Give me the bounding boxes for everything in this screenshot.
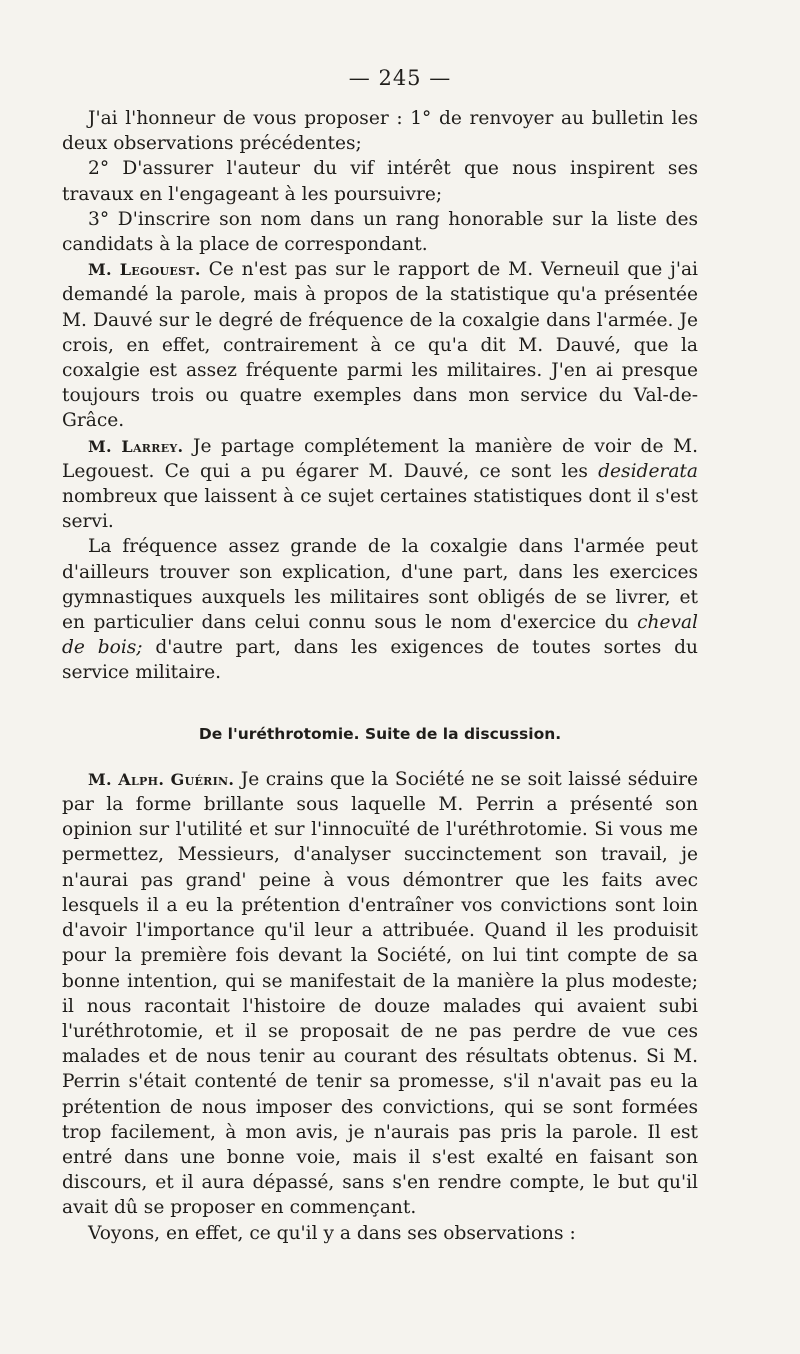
section-title: De l'uréthrotomie. Suite de la discussion. [198,724,562,743]
speaker-legouest: M. Legouest. [88,260,201,280]
paragraph-larrey: M. Larrey. Je partage complétement la manière de voir de M. Legouest. Ce qui a pu égarer M. Dauvé, ce sont les desiderata nombreux que laissent à ce sujet certaines statistiques dont il s'est servi. [62,435,698,533]
italic-desiderata: desiderata [598,460,698,482]
page-number: — 245 — [348,66,452,90]
speaker-larrey: M. Larrey. [88,436,184,456]
italic-cheval-de-bois: cheval de bois; [62,612,698,659]
paragraph-legouest: M. Legouest. Ce n'est pas sur le rapport de M. Verneuil que j'ai demandé la parole, mais à propos de la statistique qu'a présentée M. Dauvé sur le degré de fréquence de la coxalgie dans l'armée. Je crois, en effet, contrairement à ce qu'a dit M. Dauvé, que la coxalgie est assez fréquente parmi les militaires. J'en ai presque toujours trois ou quatre exemples dans mon service du Val-de-Grâce. [62,259,698,432]
paragraph-proposal-1: J'ai l'honneur de vous proposer : 1° de renvoyer au bulletin les deux observations précédentes; [62,108,698,155]
speaker-guerin: M. Alph. Guérin. [88,769,235,789]
body-text [62,106,698,1246]
paragraph-last: Voyons, en effet, ce qu'il y a dans ses observations : [88,1222,576,1244]
paragraph-proposal-3: 3° D'inscrire son nom dans un rang honorable sur la liste des candidats à la place de correspondant. [62,208,698,256]
paragraph-proposal-2: 2° D'assurer l'auteur du vif intérêt que nous inspirent ses travaux en l'engageant à les poursuivre; [62,158,698,205]
paragraph-frequence: La fréquence assez grande de la coxalgie dans l'armée peut d'ailleurs trouver son explication, d'une part, dans les exercices gymnastiques auxquels les militaires sont obligés de se livrer, et en particulier dans celui connu sous le nom d'exercice du cheval de bois; d'autre part, dans les exigences de toutes sortes du service militaire. [62,536,698,684]
paragraph-guerin: M. Alph. Guérin. Je crains que la Société ne se soit laissé séduire par la forme brillante sous laquelle M. Perrin a présenté son opinion sur l'utilité et sur l'innocuïté de l'uréthrotomie. Si vous me permettez, Messieurs, d'analyser succinctement son travail, je n'aurai pas grand' peine à vous démontrer que les faits avec lesquels il a eu la prétention d'entraîner vos convictions sont loin d'avoir l'importance qu'il leur a attribuée. Quand il les produisit pour la première fois devant la Société, on lui tint compte de sa bonne intention, qui se manifestait de la manière la plus modeste; il nous racontait l'histoire de douze malades qui avaient subi l'uréthrotomie, et il se proposait de ne pas perdre de vue ces malades et de nous tenir au courant des résultats obtenus. Si M. Perrin s'était contenté de tenir sa promesse, s'il n'avait pas eu la prétention de nous imposer des convictions, qui se sont formées trop facilement, à mon avis, je n'aurais pas pris la parole. Il est entré dans une bonne voie, mais il s'est exalté en faisant son discours, et il aura dépassé, sans s'en rendre compte, le but qu'il avait dû se proposer en commençant. [62,768,698,1219]
